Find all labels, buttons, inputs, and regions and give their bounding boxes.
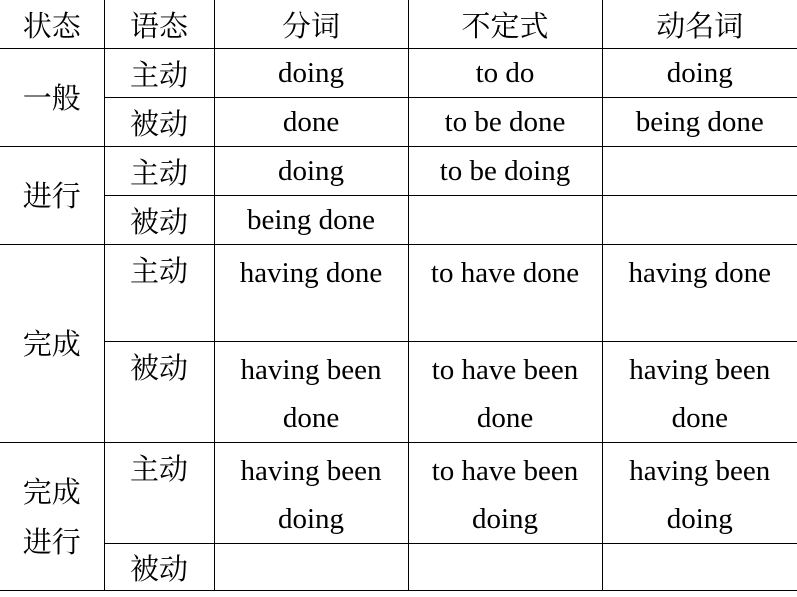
- infinitive-cell: to do: [408, 49, 602, 98]
- state-perfect: 完成: [0, 245, 104, 443]
- infinitive-cell: to have been doing: [408, 443, 602, 544]
- voice-passive: 被动: [104, 196, 214, 245]
- state-progressive: 进行: [0, 147, 104, 245]
- voice-passive: 被动: [104, 98, 214, 147]
- header-gerund: 动名词: [602, 0, 797, 49]
- voice-active: 主动: [104, 49, 214, 98]
- infinitive-cell: to have been done: [408, 342, 602, 443]
- header-row: [0, 0, 797, 49]
- table-row: [0, 245, 797, 342]
- table-row: [0, 98, 797, 147]
- voice-active: 主动: [104, 245, 214, 342]
- table-row: [0, 147, 797, 196]
- gerund-cell: [602, 544, 797, 591]
- table-row: [0, 342, 797, 443]
- participle-cell: being done: [214, 196, 408, 245]
- participle-cell: [214, 544, 408, 591]
- gerund-cell: being done: [602, 98, 797, 147]
- voice-active: 主动: [104, 443, 214, 544]
- participle-cell: doing: [214, 49, 408, 98]
- participle-cell: doing: [214, 147, 408, 196]
- header-state: 状态: [0, 0, 104, 49]
- header-voice: 语态: [104, 0, 214, 49]
- participle-cell: done: [214, 98, 408, 147]
- participle-cell: having done: [214, 245, 408, 342]
- state-perfect-progressive: 完成进行: [0, 443, 104, 591]
- voice-passive: 被动: [104, 342, 214, 443]
- gerund-cell: having been done: [602, 342, 797, 443]
- table-row: [0, 49, 797, 98]
- gerund-cell: having been doing: [602, 443, 797, 544]
- voice-active: 主动: [104, 147, 214, 196]
- infinitive-cell: to have done: [408, 245, 602, 342]
- gerund-cell: [602, 196, 797, 245]
- participle-cell: having been doing: [214, 443, 408, 544]
- voice-passive: 被动: [104, 544, 214, 591]
- header-participle: 分词: [214, 0, 408, 49]
- participle-cell: having been done: [214, 342, 408, 443]
- infinitive-cell: [408, 196, 602, 245]
- table-row: [0, 544, 797, 591]
- gerund-cell: doing: [602, 49, 797, 98]
- state-simple: 一般: [0, 49, 104, 147]
- table-row: [0, 196, 797, 245]
- infinitive-cell: [408, 544, 602, 591]
- table-row: [0, 443, 797, 544]
- infinitive-cell: to be doing: [408, 147, 602, 196]
- infinitive-cell: to be done: [408, 98, 602, 147]
- gerund-cell: having done: [602, 245, 797, 342]
- header-infinitive: 不定式: [408, 0, 602, 49]
- gerund-cell: [602, 147, 797, 196]
